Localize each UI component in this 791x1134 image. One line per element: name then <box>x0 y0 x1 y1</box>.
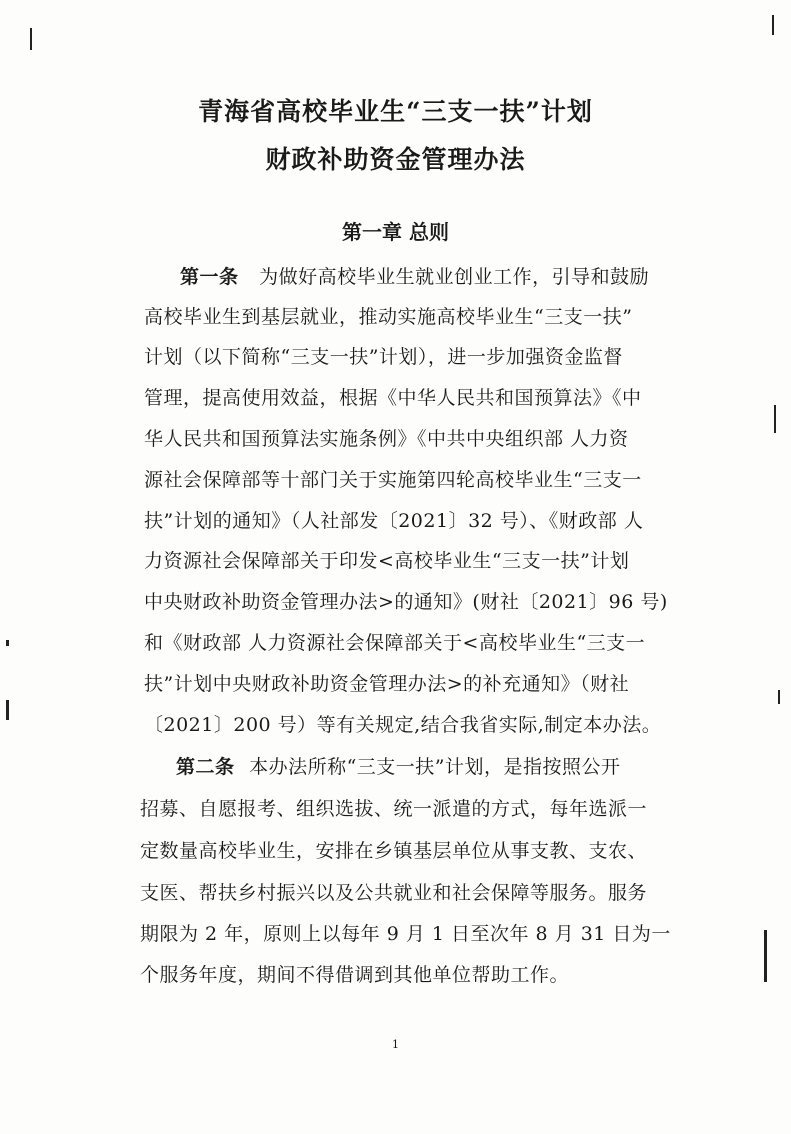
scan-mark <box>764 930 767 982</box>
article-text: 本办法所称“三支一扶”计划，是指按照公开 <box>249 756 621 778</box>
scan-mark <box>6 700 9 720</box>
scan-mark <box>778 690 780 704</box>
scan-mark <box>772 15 774 35</box>
chapter-heading: 第一章 总则 <box>342 220 449 244</box>
article-line: 高校毕业生到基层就业，推动实施高校毕业生“三支一扶” <box>144 306 633 328</box>
article-1-first-line <box>180 262 649 289</box>
scan-mark <box>774 405 776 433</box>
article-line: 定数量高校毕业生，安排在乡镇基层单位从事支教、支农、 <box>140 840 648 862</box>
article-line: 源社会保障部等十部门关于实施第四轮高校毕业生“三支一 <box>144 469 642 491</box>
document-title-line1: 青海省高校毕业生“三支一扶”计划 <box>198 97 593 126</box>
article-text: 为做好高校毕业生就业创业工作，引导和鼓励 <box>259 266 650 288</box>
article-line: 华人民共和国预算法实施条例》《中共中央组织部 人力资 <box>144 428 629 450</box>
article-2-label: 第二条 <box>176 756 235 778</box>
scan-mark <box>30 28 32 50</box>
article-line: 支医、帮扶乡村振兴以及公共就业和社会保障等服务。服务 <box>140 882 648 904</box>
article-line: 招募、自愿报考、组织选拔、统一派遣的方式，每年选派一 <box>140 798 648 820</box>
article-1-label: 第一条 <box>180 266 239 288</box>
document-title-line2: 财政补助资金管理办法 <box>265 145 526 174</box>
article-line: 期限为 2 年，原则上以每年 9 月 1 日至次年 8 月 31 日为一 <box>140 923 671 945</box>
article-2-first-line <box>176 752 621 779</box>
article-line: 扶”计划中央财政补助资金管理办法>的补充通知》（财社 <box>144 673 630 695</box>
article-line: 力资源社会保障部关于印发<高校毕业生“三支一扶”计划 <box>144 550 630 572</box>
article-line: 〔2021〕200 号）等有关规定,结合我省实际,制定本办法。 <box>144 714 662 736</box>
article-line: 中央财政补助资金管理办法>的通知》(财社〔2021〕96 号) <box>144 591 668 613</box>
article-line: 和《财政部 人力资源社会保障部关于<高校毕业生“三支一 <box>144 632 646 654</box>
article-line: 扶”计划的通知》（人社部发〔2021〕32 号）、《财政部 人 <box>144 510 644 532</box>
article-line: 计划（以下简称“三支一扶”计划），进一步加强资金监督 <box>144 346 623 368</box>
article-line: 个服务年度，期间不得借调到其他单位帮助工作。 <box>140 964 570 986</box>
article-line: 管理，提高使用效益，根据《中华人民共和国预算法》《中 <box>144 387 642 409</box>
page-number: 1 <box>392 1038 399 1051</box>
scan-mark <box>6 640 9 646</box>
